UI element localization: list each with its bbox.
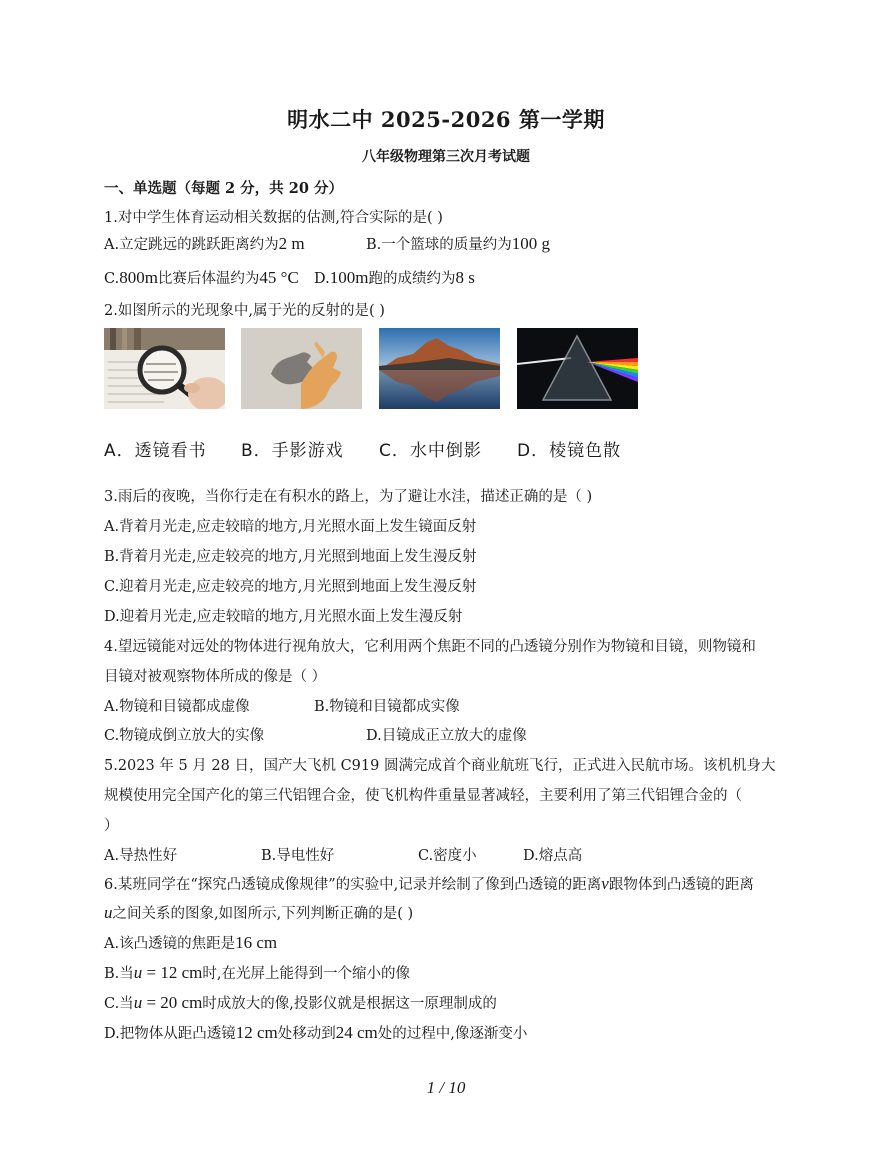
hand-shadow-image [241,328,362,409]
q5-stem-line3: ） [104,818,119,834]
q6-b-value: = 12 cm [142,963,203,982]
q6-c-value: = 20 cm [142,993,203,1012]
q1-c-prefix: C. [104,271,120,287]
q6-c-text: 时成放大的像,投影仪就是根据这一原理制成的 [202,996,497,1012]
q6-d-text1: D.把物体从距凸透镜 [104,1026,236,1042]
q2-caption-c: C．水中倒影 [379,441,482,461]
q6-stem-line1 [104,873,754,894]
q6-d-value2: 24 cm [335,1023,378,1042]
q2-caption-d: D．棱镜色散 [517,441,622,461]
q6-symbol-v: v [601,874,609,893]
q1-d-text: 跑的成绩约为 [368,271,456,287]
q6-b-pre: B.当 [104,966,134,982]
section-heading: 一、单选题（每题 2 分，共 20 分） [104,180,343,197]
q6-symbol-u: u [104,903,113,922]
q6-c-symbol: u [133,993,143,1012]
q6-stem-line2 [104,902,413,923]
q1-c-value1: 800m [119,268,158,287]
q3-option-b: B.背着月光走,应走较亮的地方,月光照到地面上发生漫反射 [104,549,477,565]
q1-stem: 1.对中学生体育运动相关数据的估测,符合实际的是( ) [104,210,443,226]
prism-dispersion-image [517,328,638,409]
q3-stem: 3.雨后的夜晚，当你行走在有积水的路上，为了避让水洼，描述正确的是（ ) [104,489,593,505]
page-subtitle: 八年级物理第三次月考试题 [362,149,530,165]
q6-d-value1: 12 cm [235,1023,278,1042]
q6-option-c [104,992,497,1013]
q1-option-a [104,233,305,254]
q5-option-c: C.密度小 [418,848,477,864]
q4-option-c: C.物镜成倒立放大的实像 [104,728,265,744]
q2-caption-b: B．手影游戏 [241,441,344,461]
q1-d-prefix: D. [314,271,330,287]
q5-stem-line2: 规模使用完全国产化的第三代铝锂合金，使飞机构件重量显著减轻，主要利用了第三代铝锂合金的（ [104,788,742,804]
q1-d-value2: 8 s [455,268,475,287]
q6-stem1-a: 6.某班同学在“探究凸透镜成像规律”的实验中,记录并绘制了像到凸透镜的距离 [104,877,602,893]
q6-b-symbol: u [133,963,143,982]
q5-option-d: D.熔点高 [523,848,583,864]
q6-d-text2: 处移动到 [277,1026,336,1042]
q2-caption-a: A．透镜看书 [104,441,207,461]
q3-option-a: A.背着月光走,应走较暗的地方,月光照水面上发生镜面反射 [104,519,477,535]
q6-option-d [104,1022,527,1043]
q2-stem: 2.如图所示的光现象中,属于光的反射的是( ) [104,303,385,319]
q1-c-value2: 45 °C [259,268,299,287]
q4-option-d: D.目镜成正立放大的虚像 [366,728,527,744]
q1-a-value: 2 m [278,234,305,253]
q6-option-b [104,962,410,983]
q4-stem-line2: 目镜对被观察物体所成的像是（ ） [104,669,327,685]
q1-c-text: 比赛后体温约为 [157,271,260,287]
q4-stem-line1: 4.望远镜能对远处的物体进行视角放大，它利用两个焦距不同的凸透镜分别作为物镜和目镜，则物镜和 [104,639,756,655]
q1-b-value: 100 g [511,234,551,253]
q6-a-value: 16 cm [235,933,278,952]
q6-stem1-b: 跟物体到凸透镜的距离 [608,877,754,893]
q4-option-b: B.物镜和目镜都成实像 [314,699,460,715]
magnifier-reading-image [104,328,225,409]
q6-a-text: A.该凸透镜的焦距是 [104,936,236,952]
q1-a-text: A.立定跳远的跳跃距离约为 [104,237,279,253]
q5-option-b: B.导电性好 [261,848,335,864]
q6-b-text: 时,在光屏上能得到一个缩小的像 [202,966,410,982]
page-title: 明水二中 2025-2026 第一学期 [287,107,605,132]
q5-stem-line1: 5.2023 年 5 月 28 日，国产大飞机 C919 圆满完成首个商业航班飞行，正式进入民航市场。该机机身大 [104,758,776,774]
q1-option-d [314,267,475,288]
q4-option-a: A.物镜和目镜都成虚像 [104,699,250,715]
q1-b-text: B.一个篮球的质量约为 [366,237,512,253]
q3-option-d: D.迎着月光走,应走较暗的地方,月光照水面上发生漫反射 [104,609,463,625]
q1-d-value1: 100m [329,268,369,287]
q1-option-b [366,233,550,254]
q5-option-a: A.导热性好 [104,848,178,864]
q6-d-text3: 处的过程中,像逐渐变小 [377,1026,528,1042]
q6-c-pre: C.当 [104,996,134,1012]
page-number: 1 / 10 [426,1078,466,1097]
q6-option-a [104,932,277,953]
q1-option-c [104,267,299,288]
q6-stem2-b: 之间关系的图象,如图所示,下列判断正确的是( ) [112,906,414,922]
mountain-reflection-image [379,328,500,409]
q3-option-c: C.迎着月光走,应走较亮的地方,月光照到地面上发生漫反射 [104,579,477,595]
